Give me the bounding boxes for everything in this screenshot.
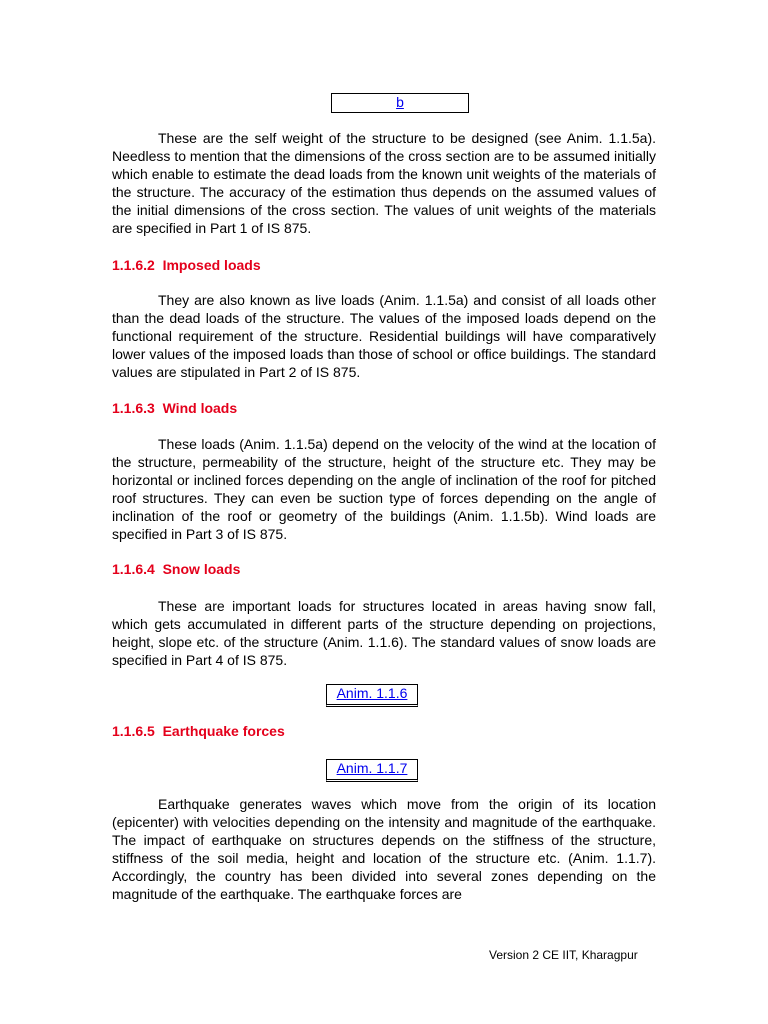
wind-loads-paragraph: These loads (Anim. 1.1.5a) depend on the velocity of the wind at the location of the structure, permeability of the structure, height of the structure etc. They may be horizontal or inclined forces depending on the angle of inclination of the roof for pitched roof structures. They can even be suction type of forces depending on the angle of inclination of the roof or geometry of the buildings (Anim. 1.1.5b). Wind loads are specified in Part 3 of IS 875. <box>112 436 656 542</box>
heading-snow-loads: 1.1.6.4 Snow loads <box>112 561 241 577</box>
heading-imposed-loads: 1.1.6.2 Imposed loads <box>112 257 261 273</box>
heading-wind-loads: 1.1.6.3 Wind loads <box>112 400 238 416</box>
document-page <box>112 0 656 1024</box>
anim-1-1-6-box <box>326 684 418 707</box>
imposed-loads-paragraph: They are also known as live loads (Anim. 1.1.5a) and consist of all loads other than the dead loads of the structure. The values of the imposed loads depend on the functional requirement of the structure. Residential buildings will have comparatively lower values of the imposed loads than those of school or office buildings. The standard values are stipulated in Part 2 of IS 875. <box>112 292 656 380</box>
anim-1-1-6-link[interactable]: Anim. 1.1.6 <box>336 685 408 701</box>
dead-loads-paragraph: These are the self weight of the structure to be designed (see Anim. 1.1.5a). Needless to mention that the dimensions of the cross section are to be assumed initially which enable to estimate the dead loads from the known unit weights of the materials of the structure. The accuracy of the estimation thus depends on the assumed values of the initial dimensions of the cross section. The values of unit weights of the materials are specified in Part 1 of IS 875. <box>112 130 656 236</box>
earthquake-forces-paragraph: Earthquake generates waves which move from the origin of its location (epicenter) with velocities depending on the intensity and magnitude of the earthquake. The impact of earthquake on structures depends on the stiffness of the structure, stiffness of the soil media, height and location of the structure etc. (Anim. 1.1.7). Accordingly, the country has been divided into several zones depending on the magnitude of the earthquake. The earthquake forces are <box>112 796 656 902</box>
page-footer: Version 2 CE IIT, Kharagpur <box>489 948 638 962</box>
anim-1-1-7-box <box>326 759 418 782</box>
anim-1-1-7-link[interactable]: Anim. 1.1.7 <box>336 760 408 776</box>
animation-link-b[interactable]: b <box>396 94 404 110</box>
animation-link-box-b <box>331 93 469 113</box>
snow-loads-paragraph: These are important loads for structures located in areas having snow fall, which gets accumulated in different parts of the structure depending on projections, height, slope etc. of the structure (Anim. 1.1.6). The standard values of snow loads are specified in Part 4 of IS 875. <box>112 598 656 668</box>
heading-earthquake-forces: 1.1.6.5 Earthquake forces <box>112 723 285 739</box>
